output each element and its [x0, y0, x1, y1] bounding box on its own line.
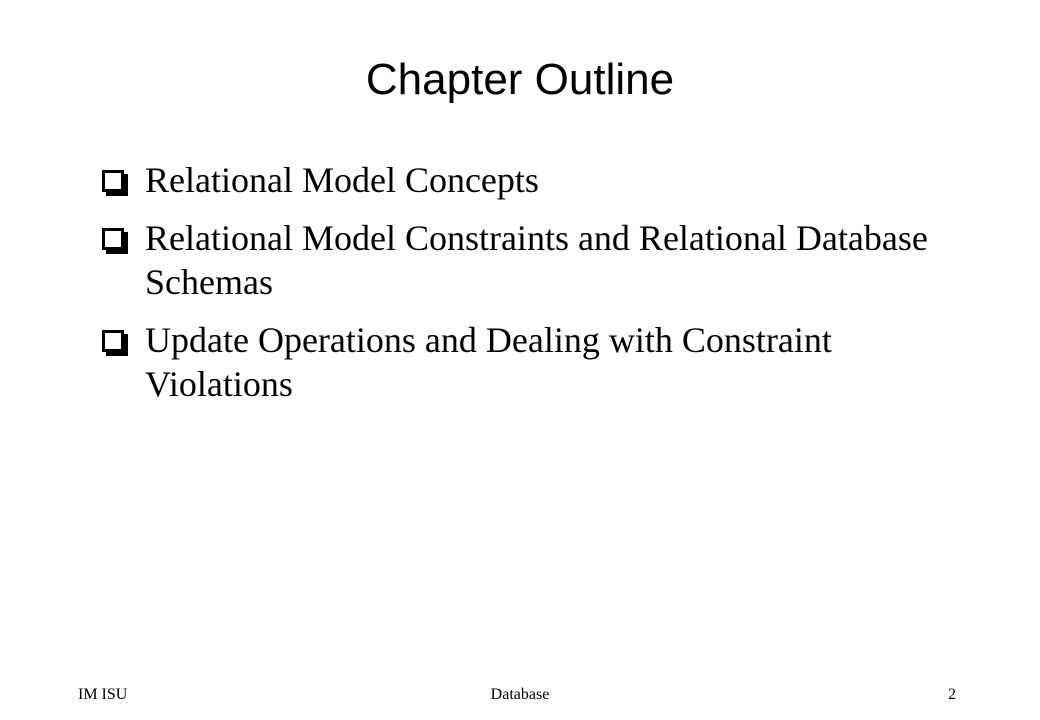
square-bullet-icon — [102, 330, 124, 352]
bullet-item — [100, 216, 960, 304]
bullet-item — [100, 318, 960, 406]
bullet-list — [100, 158, 960, 420]
bullet-text: Relational Model Constraints and Relational Database Schemas — [145, 218, 928, 302]
footer-center-text: Database — [490, 686, 550, 703]
slide-title: Chapter Outline — [365, 55, 675, 104]
square-bullet-icon — [102, 170, 124, 192]
bullet-text: Relational Model Concepts — [145, 160, 539, 200]
square-bullet-icon — [102, 228, 124, 250]
bullet-text: Update Operations and Dealing with Constraint Violations — [145, 320, 832, 404]
bullet-item — [100, 158, 960, 202]
footer-left-text: IM ISU — [78, 686, 128, 703]
slide-number: 2 — [948, 686, 956, 703]
